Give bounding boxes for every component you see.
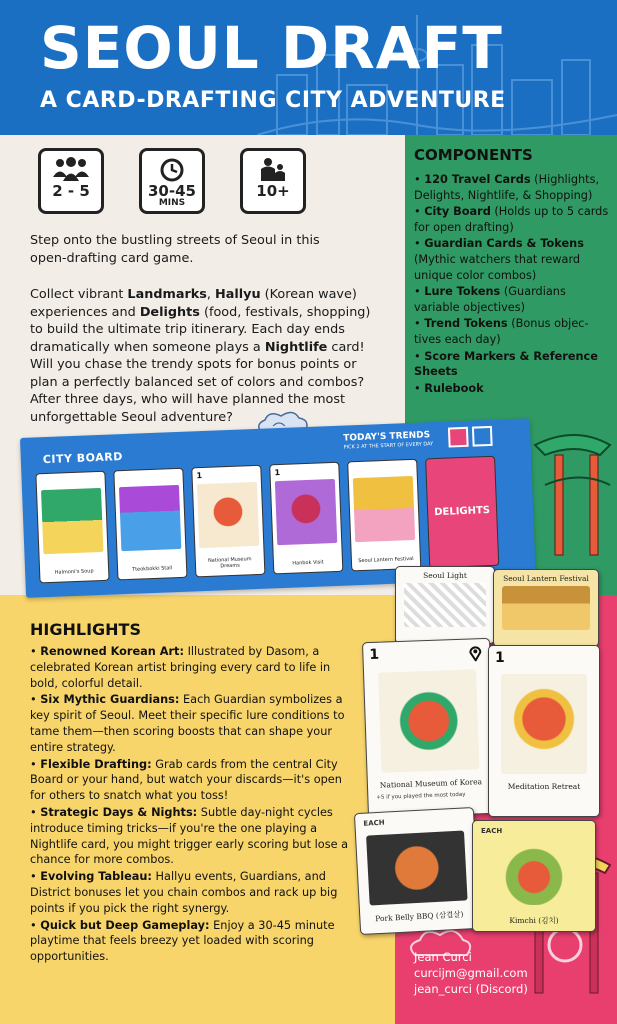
- contact-discord: jean_curci (Discord): [414, 982, 528, 996]
- players-icon: [51, 157, 91, 183]
- list-item: • Guardian Cards & Tokens (Mythic watchers that reward unique color combos): [414, 237, 584, 282]
- playtime-value: 30-45: [148, 182, 196, 200]
- list-item: • Trend Tokens (Bonus objec-tives each day): [414, 317, 589, 346]
- board-card: [425, 456, 499, 569]
- card-number: 1: [196, 471, 203, 481]
- players-value: 2 - 5: [52, 182, 90, 200]
- trend-slot: [472, 426, 493, 447]
- age-icon: [257, 157, 289, 183]
- list-item: • Renowned Korean Art: Illustrated by Dasom, a celebrated Korean artist bringing every card to life in bold, colorful detail.: [30, 645, 331, 690]
- card-art: [197, 482, 259, 548]
- card-art: [41, 488, 103, 554]
- card-national-museum: [362, 638, 496, 818]
- card-art: [502, 586, 590, 630]
- list-item: • Evolving Tableau: Hallyu events, Guardians, and District bonuses let you chain combos and rack up big points if you pick the right synergy.: [30, 870, 338, 915]
- card-name: National Museum Dreams: [207, 556, 252, 570]
- contact-email[interactable]: curcijm@gmail.com: [414, 966, 528, 980]
- highlights-title: HIGHLIGHTS: [30, 620, 141, 639]
- card-name: National Museum of Korea: [379, 777, 483, 790]
- trends-label: TODAY'S TRENDS: [343, 430, 431, 444]
- playtime-unit: MINS: [158, 198, 186, 208]
- board-card: [35, 471, 109, 584]
- list-item: • Lure Tokens (Guardians variable objectives): [414, 285, 566, 314]
- card-art: [366, 830, 468, 905]
- list-item: • City Board (Holds up to 5 cards for open drafting): [414, 205, 609, 234]
- playtime-stat: [139, 148, 205, 214]
- list-item: • Strategic Days & Nights: Subtle day-night cycles introduce timing tricks—if you're the one playing a Nightlife card, you might trigger early scoring but lose a chance for more combos.: [30, 805, 349, 867]
- card-name: Seoul Lantern Festival: [358, 555, 414, 565]
- age-stat: [240, 148, 306, 214]
- card-each-label: EACH: [481, 827, 503, 835]
- list-item: • Quick but Deep Gameplay: Enjoy a 30-45 minute playtime that feels breezy yet loaded with scoring opportunities.: [30, 918, 335, 964]
- intro-paragraph-2: Collect vibrant Landmarks, Hallyu (Korean wave) experiences and Delights (food, festivals, shopping) to build the ultimate trip itinerary. Each day ends dramatically when someone plays a Nightlife card! Will you chase the trendy spots for bonus points or plan a perfectly balanced set of colors and combos? After three days, who will have planned the most unforgettable Seoul adventure?: [30, 287, 371, 425]
- card-rule-text: +5 if you played the most today: [376, 791, 466, 801]
- card-name: Halmoni's Soup: [54, 568, 94, 576]
- card-art: [353, 476, 415, 542]
- city-board-label: CITY BOARD: [42, 450, 124, 467]
- intro-paragraph-1: Step onto the bustling streets of Seoul in this open-drafting card game.: [30, 233, 320, 266]
- card-name: Meditation Retreat: [507, 782, 581, 791]
- card-seoul-light: [395, 566, 495, 644]
- components-list: [414, 172, 610, 397]
- card-number: 1: [495, 650, 505, 666]
- contact-name: Jean Curci: [414, 950, 472, 964]
- list-item: • Score Markers & Reference Sheets: [414, 349, 598, 379]
- card-meditation-retreat: [488, 645, 600, 817]
- location-pin-icon: [469, 645, 482, 661]
- card-kimchi: [472, 820, 596, 932]
- card-lantern-festival: [493, 569, 599, 647]
- card-art: [275, 479, 337, 545]
- card-number: 1: [274, 468, 281, 478]
- card-name: Kimchi (김치): [509, 916, 559, 925]
- list-item: • Flexible Drafting: Grab cards from the central City Board or your hand, but watch your discards—it's open for others to snatch what you toss!: [30, 757, 342, 803]
- list-item: • 120 Travel Cards (Highlights, Delights, Nightlife, & Shopping): [414, 173, 600, 202]
- card-name: Pork Belly BBQ (삼겹살): [375, 909, 464, 924]
- card-name: Seoul Lantern Festival: [503, 574, 589, 583]
- board-card: [113, 468, 187, 581]
- page-subtitle: A CARD-DRAFTING CITY ADVENTURE: [40, 88, 506, 113]
- card-name: Tteokbokki Stall: [132, 565, 173, 573]
- list-item: • Rulebook: [414, 381, 484, 395]
- card-each-label: EACH: [363, 818, 385, 828]
- card-name: Seoul Light: [423, 571, 467, 580]
- board-card: [347, 459, 421, 572]
- board-card: [269, 462, 343, 575]
- header-banner: [0, 0, 617, 135]
- card-number: 1: [369, 646, 380, 664]
- board-card: [191, 465, 265, 578]
- trend-slot: [448, 427, 469, 448]
- card-art: [378, 669, 479, 772]
- age-value: 10+: [256, 182, 290, 200]
- trends-subtitle: PICK 2 AT THE START OF EVERY DAY: [343, 441, 434, 451]
- list-item: • Six Mythic Guardians: Each Guardian symbolizes a key spirit of Seoul. Meet their specific lure conditions to tame them—then scoring boosts that can shape your entire strategy.: [30, 693, 345, 754]
- card-name: DELIGHTS: [434, 505, 491, 519]
- card-art: [501, 674, 587, 774]
- card-art: [404, 583, 486, 627]
- highlights-list: [30, 644, 360, 966]
- page-title: SEOUL DRAFT: [40, 14, 503, 82]
- clock-icon: [158, 157, 186, 183]
- card-art: [483, 843, 585, 905]
- components-title: COMPONENTS: [414, 146, 533, 164]
- card-pork-belly-bbq: [354, 807, 480, 935]
- card-art: [119, 485, 181, 551]
- players-stat: [38, 148, 104, 214]
- card-name: Hanbok Visit: [292, 559, 324, 567]
